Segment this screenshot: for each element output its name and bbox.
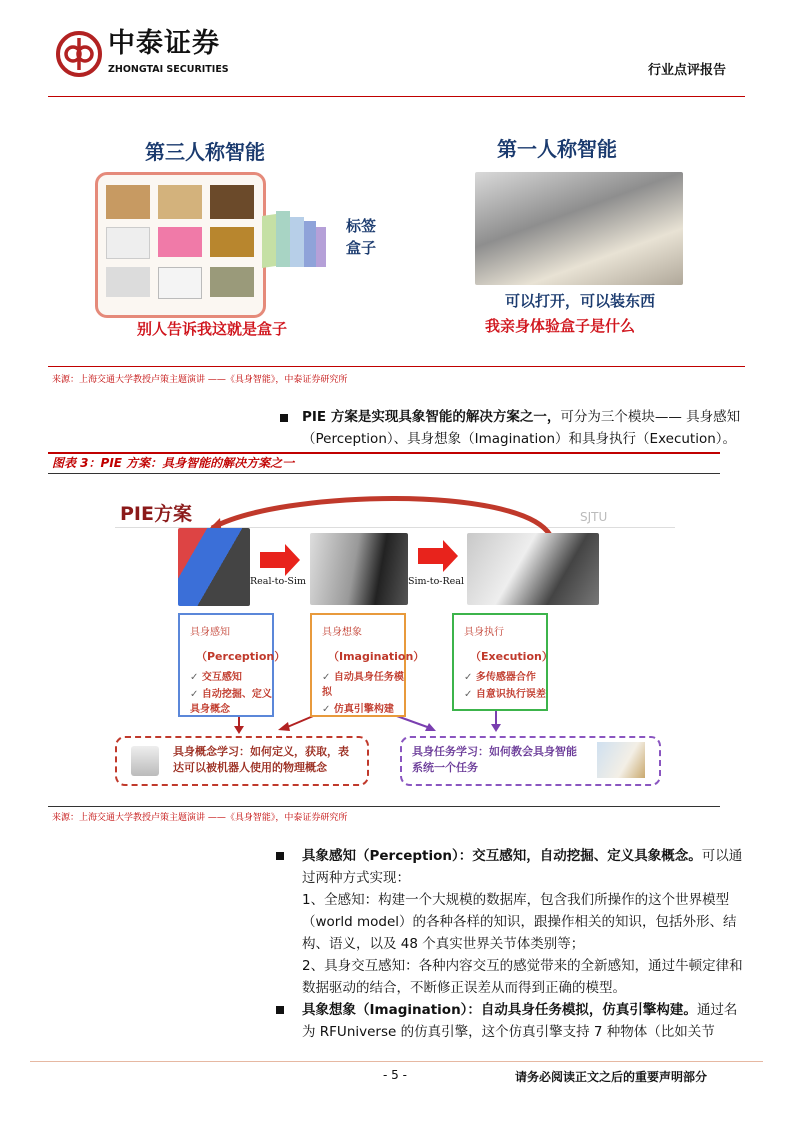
box-english: （Imagination） (328, 650, 425, 663)
pie-paragraph-bold: PIE 方案是实现具象智能的解决方案之一， (302, 409, 561, 425)
box-item (190, 685, 272, 715)
page-number: - 5 - (383, 1068, 407, 1082)
third-person-title: 第三人称智能 (145, 140, 265, 164)
perception-bold: 具象感知（Perception）：交互感知，自动挖掘、定义具象概念。 (302, 848, 702, 864)
perception-box (178, 613, 286, 717)
box-english: （Perception） (196, 650, 286, 663)
imagination-paragraph (302, 999, 747, 1043)
check-icon: ✓ (464, 672, 473, 683)
pie-diagram (100, 490, 680, 790)
check-icon: ✓ (190, 672, 199, 683)
imagination-text: 通过名为 RFUniverse 的仿真引擎，这个仿真引擎支持 7 种物体（比如关节 (302, 1002, 738, 1040)
label-text-2: 盒子 (346, 239, 377, 257)
box-item (322, 700, 404, 715)
box-item-text: 交互感知 (201, 672, 242, 683)
pie-paragraph-text: 可分为三个模块—— 具身感知（Perception）、具身想象（Imagination）和具身执行（Execution）。 (302, 409, 741, 447)
bullet-icon (276, 1006, 284, 1014)
box-item-text: 自动挖掘、定义具身概念 (190, 689, 272, 715)
logo-emblem-icon (55, 30, 103, 78)
task-learning-text: 具身任务学习：如何教会具身智能系统一个任务 (412, 745, 577, 774)
figure3-title: 图表 3：PIE 方案：具身智能的解决方案之一 (52, 456, 295, 470)
loop-arrow (212, 498, 550, 535)
perception-item-2: 2、具身交互感知：各种内容交互的感觉带来的全新感知，通过牛顿定律和数据驱动的结合，不断修正误差从而得到正确的模型。 (302, 958, 743, 996)
teacher-illustration (131, 746, 159, 776)
figure2-bottom-line (48, 366, 745, 367)
perception-item-1: 1、全感知：构建一个大规模的数据库，包含我们所操作的这个世界模型（world model）的各种各样的知识，跟操作相关的知识，包括外形、结构、语义，以及 48 个真实世界关节体类别等； (302, 892, 737, 952)
sim-to-real-label: Sim-to-Real (408, 576, 464, 587)
slide-title: PIE方案 (120, 503, 192, 525)
box-item-text: 自动具身任务模拟 (322, 672, 404, 698)
box-heading: 具身想象 (322, 627, 362, 638)
concept-learning-text: 具身概念学习：如何定义，获取，表达可以被机器人使用的物理概念 (173, 745, 349, 774)
figure3-source: 来源：上海交通大学教授卢策主题演讲 ——《具身智能》，中泰证券研究所 (52, 813, 348, 823)
first-person-caption-2: 我亲身体验盒子是什么 (485, 317, 636, 335)
box-item (464, 685, 546, 700)
company-name-en: ZHONGTAI SECURITIES (108, 64, 229, 75)
body-text (302, 845, 747, 1043)
imagination-photo (310, 533, 408, 605)
box-item (464, 668, 546, 683)
sjtu-watermark: SJTU (580, 510, 608, 524)
bullet-icon (276, 852, 284, 860)
arrow-right-1 (260, 544, 300, 576)
figure3-title-line (48, 473, 720, 474)
box-item-text: 自意识执行误差 (475, 689, 546, 700)
box-item (322, 668, 404, 698)
robot-box-photo (475, 172, 683, 285)
concept-learning-box (115, 736, 369, 786)
check-icon: ✓ (190, 689, 199, 700)
label-text-1: 标签 (346, 217, 377, 235)
check-icon: ✓ (322, 672, 331, 683)
footer-notice: 请务必阅读正文之后的重要声明部分 (515, 1070, 708, 1084)
box-heading: 具身执行 (464, 627, 504, 638)
report-type: 行业点评报告 (648, 63, 727, 78)
task-illustration (597, 742, 645, 778)
perception-text: 可以通过两种方式实现： (302, 848, 743, 886)
first-person-title: 第一人称智能 (497, 137, 617, 161)
box-heading: 具身感知 (190, 627, 230, 638)
check-icon: ✓ (322, 704, 331, 715)
books-image (262, 205, 332, 267)
header-divider (48, 96, 745, 97)
figure2-source: 来源：上海交通大学教授卢策主题演讲 ——《具身智能》，中泰证券研究所 (52, 375, 348, 385)
company-logo (55, 30, 103, 82)
bullet-icon (280, 414, 288, 422)
execution-box (452, 613, 553, 711)
box-item (190, 668, 272, 683)
task-learning-box (400, 736, 661, 786)
pie-paragraph (302, 406, 747, 450)
real-to-sim-label: Real-to-Sim (250, 576, 306, 587)
imagination-box (310, 613, 425, 717)
execution-photo (467, 533, 599, 605)
footer-divider (30, 1061, 763, 1062)
box-item-text: 多传感器合作 (475, 672, 536, 683)
check-icon: ✓ (464, 689, 473, 700)
arrow-right-2 (418, 540, 458, 572)
figure3-bottom-line (48, 806, 720, 807)
imagination-bold: 具象想象（Imagination）：自动具身任务模拟，仿真引擎构建。 (302, 1002, 697, 1018)
figure3-top-line (48, 452, 720, 454)
boxes-image (95, 172, 266, 318)
first-person-caption-1: 可以打开，可以装东西 (505, 292, 656, 310)
perception-paragraph (302, 845, 747, 999)
box-item-text: 仿真引擎构建 (333, 704, 394, 715)
company-name-cn: 中泰证券 (108, 28, 220, 59)
box-english: （Execution） (470, 650, 553, 663)
perception-photo (178, 528, 250, 606)
third-person-caption: 别人告诉我这就是盒子 (137, 320, 288, 338)
